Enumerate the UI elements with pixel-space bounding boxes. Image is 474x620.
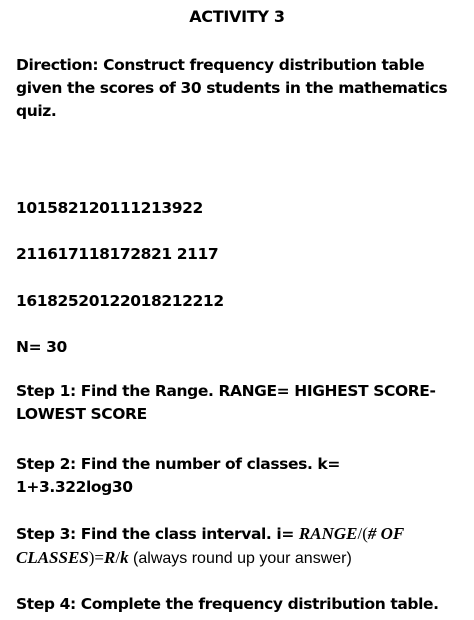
scores-row-3: 16182520122018212212 [16, 292, 224, 310]
step-3-prefix: Step 3: Find the class interval. i= [16, 525, 299, 543]
formula-range: RANGE [298, 524, 358, 543]
step-4: Step 4: Complete the frequency distribution table. [16, 595, 439, 613]
step-1-line-1: Step 1: Find the Range. RANGE= HIGHEST SCORE- [16, 382, 436, 400]
step-1-line-2: LOWEST SCORE [16, 405, 147, 423]
formula-close-equals: )= [88, 548, 105, 567]
formula-classes: CLASSES [16, 548, 89, 567]
formula-r: R [104, 548, 116, 567]
formula-slash-open: /( [357, 524, 368, 543]
sample-size: N= 30 [16, 338, 67, 356]
direction-line-2: given the scores of 30 students in the mathematics [16, 79, 448, 97]
page-title: ACTIVITY 3 [189, 7, 285, 26]
scores-row-2: 211617118172821 2117 [16, 245, 219, 263]
step-2-line-1: Step 2: Find the number of classes. k= [16, 455, 340, 473]
step-1 [16, 380, 462, 426]
scores-row-1: 101582120111213922 [16, 199, 203, 217]
formula-slash: / [115, 548, 121, 567]
step-3 [16, 522, 462, 570]
step-3-line-2 [16, 546, 462, 570]
direction-line-1: Direction: Construct frequency distribution table [16, 56, 425, 74]
step-2-line-2: 1+3.322log30 [16, 478, 133, 496]
direction-text [16, 54, 462, 123]
step-3-note: (always round up your answer) [128, 550, 352, 567]
formula-num-of: # OF [367, 524, 405, 543]
step-3-line-1 [16, 522, 462, 546]
step-2 [16, 453, 462, 499]
formula-k: k [120, 548, 129, 567]
direction-line-3: quiz. [16, 102, 57, 120]
